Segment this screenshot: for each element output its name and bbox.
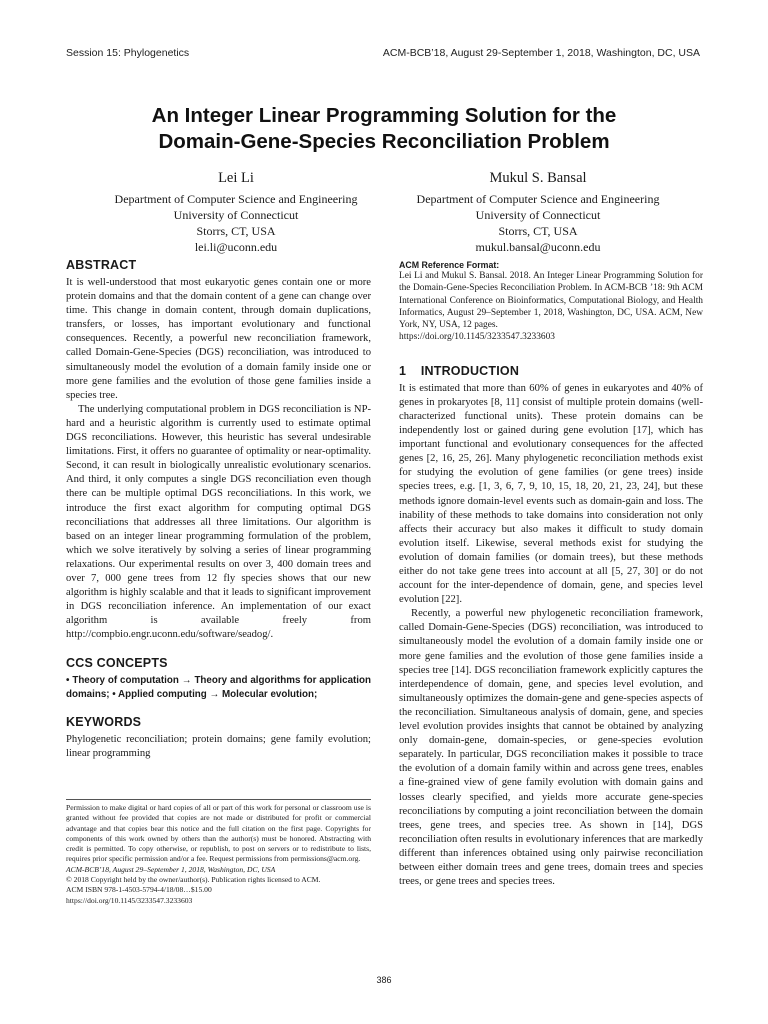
author-block-1 bbox=[86, 168, 386, 255]
running-header-session: Session 15: Phylogenetics bbox=[66, 47, 190, 59]
copyright-footnote bbox=[66, 799, 371, 906]
author-email[interactable]: mukul.bansal@uconn.edu bbox=[475, 240, 601, 254]
introduction-paragraph-1: It is estimated that more than 60% of genes in eukaryotes and 40% of genes in prokaryotes [8, 11] consist of multiple protein domains (well-characterized functional units). These protein domains can be independently lost or gained during gene evolution [17], which has important functional and evolutionary consequences for the affected genes [2, 16, 25, 26]. Many phylogenetic reconciliation methods exist for studying the evolution of gene families (or gene trees) inside species trees, e.g. [1, 3, 6, 7, 9, 10, 15, 18, 20, 21, 23, 24], but these methods ignore domain-level events such as domain-gain and loss. The inability of these methods to take domains into consideration not only affects their accuracy but also makes it difficult to study domain evolution itself. Likewise, several methods exist for studying the evolution of domain families (or domain trees), but these methods either do not take gene trees into account at all [5, 27, 30] or do not account for the inter-dependence of domain, gene, and species level evolution [22]. bbox=[399, 382, 703, 606]
running-header-conference: ACM-BCB’18, August 29-September 1, 2018, Washington, DC, USA bbox=[382, 47, 700, 59]
author-email[interactable]: lei.li@uconn.edu bbox=[194, 240, 278, 254]
acm-reference-doi[interactable]: https://doi.org/10.1145/3233547.3233603 bbox=[399, 332, 555, 343]
author-university: University of Connecticut bbox=[475, 208, 601, 222]
author-university: University of Connecticut bbox=[173, 208, 299, 222]
permission-notice: Permission to make digital or hard copies of all or part of this work for personal or classroom use is granted without fee provided that copies are not made or distributed for profit or commercial advantage and that copies bear this notice and the full citation on the first page. Copyrights for components of this work owned by others than the author(s) must be honored. Abstracting with credit is permitted. To copy otherwise, or republish, to post on servers or to redistribute to lists, requires prior specific permission and/or a fee. Request permissions from permissions@acm.org. bbox=[66, 803, 371, 864]
author-department: Department of Computer Science and Engineering bbox=[416, 192, 660, 206]
author-location: Storrs, CT, USA bbox=[196, 224, 276, 238]
right-column bbox=[399, 258, 703, 889]
author-block-2 bbox=[388, 168, 688, 255]
abstract-paragraph-1: It is well-understood that most eukaryotic genes contain one or more protein domains and that the domain content of a gene can change over time. This change in domain content, through domain duplications, transfers, or losses, has important evolutionary and functional consequences. Recently, a powerful new reconciliation framework, called Domain-Gene-Species (DGS) reconciliation, was introduced to simultaneously model the evolution of a domain family inside one or more gene families and the evolution of those gene families inside a species tree. bbox=[66, 277, 371, 401]
paper-title bbox=[0, 103, 768, 155]
author-name: Mukul S. Bansal bbox=[489, 170, 587, 186]
left-column bbox=[66, 258, 371, 761]
page-number: 386 bbox=[376, 975, 392, 985]
introduction-heading: 1 INTRODUCTION bbox=[399, 363, 520, 378]
acm-reference-text: Lei Li and Mukul S. Bansal. 2018. An Integer Linear Programming Solution for the Domain-Gene-Species Reconciliation Problem. In ACM-BCB ’18: 9th ACM International Conference on Bioinformatics, Computational Biology, and Health Informatics, August 29–September 1, 2018, Washington, DC, USA. ACM, New York, NY, USA, 12 pages. bbox=[399, 271, 703, 331]
ccs-concepts-text: • Theory of computation → Theory and algorithms for application domains; • Applied computing → Molecular evolution; bbox=[66, 675, 371, 700]
abstract-heading: ABSTRACT bbox=[66, 258, 137, 272]
abstract-paragraph-2: The underlying computational problem in DGS reconciliation is NP-hard and a heuristic algorithm is currently used to estimate optimal DGS reconciliations. However, this heuristic has several undesirable limitations. First, it offers no guarantee of optimality or near-optimality. Second, it can result in biologically unrealistic evolutionary scenarios. And third, it only computes a single DGS reconciliation even though there can be multiple optimal DGS reconciliations. In this work, we introduce the first exact algorithm for computing optimal DGS reconciliations that addresses all three limitations. Our algorithm is based on an integer linear programming formulation of the problem, which we solve iteratively by solving a series of linear programming relaxations. Our experimental results on over 3, 400 domain trees and over 7, 000 gene trees from 12 fly species shows that our new algorithm is highly scalable and that it leads to significant improvement in DGS reconciliation inference. An implementation of our exact algorithm is available freely from http://compbio.engr.uconn.edu/software/seadog/. bbox=[66, 403, 371, 641]
author-department: Department of Computer Science and Engineering bbox=[114, 192, 358, 206]
keywords-text: Phylogenetic reconciliation; protein domains; gene family evolution; linear programming bbox=[66, 734, 371, 760]
copyright-line: © 2018 Copyright held by the owner/author(s). Publication rights licensed to ACM. bbox=[66, 875, 321, 885]
acm-reference-heading: ACM Reference Format: bbox=[399, 260, 500, 270]
title-line-1: An Integer Linear Programming Solution for the bbox=[151, 104, 617, 127]
ccs-heading: CCS CONCEPTS bbox=[66, 656, 168, 671]
author-name: Lei Li bbox=[218, 170, 254, 186]
doi-link[interactable]: https://doi.org/10.1145/3233547.3233603 bbox=[66, 895, 193, 905]
isbn-line: ACM ISBN 978-1-4503-5794-4/18/08…$15.00 bbox=[66, 885, 212, 895]
introduction-paragraph-2: Recently, a powerful new phylogenetic reconciliation framework, called Domain-Gene-Species (DGS) reconciliation, was introduced to simultaneously model the evolution of a domain family inside one or more gene families and the evolution of those gene families inside a species tree [14]. DGS reconciliation framework explicitly captures the interdependence of domain, gene, and species level evolution, and simultaneously optimizes the domain-gene and gene-species aspects of the reconciliation. Simultaneous analysis of domain, gene, and species level evolution provides insights that cannot be obtained by analyzing only domain-gene, domain-species, or gene-species evolution separately. In particular, DGS reconciliation makes it possible to trace the evolution of a domain family within and across gene trees, enables a fine-grained view of gene family evolution with domain gains and losses clearly specified, and yields more accurate gene-species reconciliations by computing a joint reconciliation between the domain trees, gene trees, and species tree. As shown in [14], DGS reconciliation often results in evolutionary inferences that are markedly different than inferences obtained using only pairwise reconciliation between either domain trees and gene trees, domain trees and species trees, or gene trees and species trees. bbox=[399, 608, 703, 888]
keywords-heading: KEYWORDS bbox=[66, 715, 142, 730]
author-location: Storrs, CT, USA bbox=[498, 224, 578, 238]
title-line-2: Domain-Gene-Species Reconciliation Problem bbox=[158, 130, 610, 153]
conference-line: ACM-BCB’18, August 29–September 1, 2018, Washington, DC, USA bbox=[66, 864, 276, 874]
